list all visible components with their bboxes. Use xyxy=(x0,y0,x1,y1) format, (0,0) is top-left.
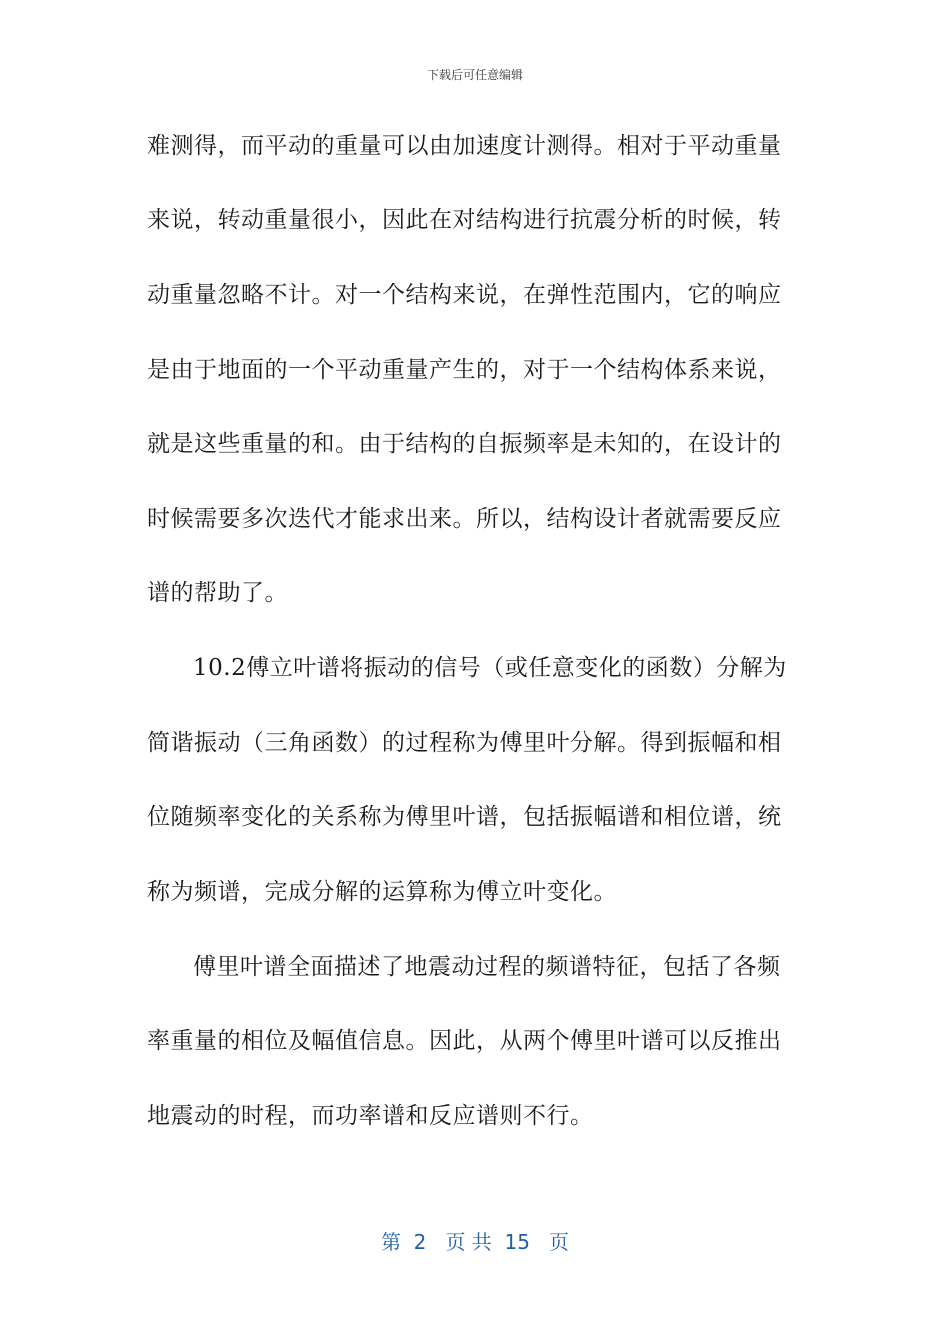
text-line: 难测得，而平动的重量可以由加速度计测得。相对于平动重量 xyxy=(147,133,782,159)
text-line: 动重量忽略不计。对一个结构来说，在弹性范围内，它的响应 xyxy=(147,282,782,308)
text-line: 是由于地面的一个平动重量产生的，对于一个结构体系来说， xyxy=(147,357,782,383)
text-line: 地震动的时程，而功率谱和反应谱则不行。 xyxy=(147,1103,594,1129)
text-line: 位随频率变化的关系称为傅里叶谱，包括振幅谱和相位谱，统 xyxy=(147,804,782,830)
text-line: 谱的帮助了。 xyxy=(147,580,288,606)
text-line: 率重量的相位及幅值信息。因此，从两个傅里叶谱可以反推出 xyxy=(147,1028,782,1054)
text-line: 来说，转动重量很小，因此在对结构进行抗震分析的时候，转 xyxy=(147,207,782,233)
paragraph-first-line: 傅里叶谱全面描述了地震动过程的频谱特征，包括了各频 xyxy=(193,954,781,980)
text-line: 称为频谱，完成分解的运算称为傅立叶变化。 xyxy=(147,879,617,905)
paragraph-first-line: 10.2傅立叶谱将振动的信号（或任意变化的函数）分解为 xyxy=(193,655,787,681)
text-line: 时候需要多次迭代才能求出来。所以，结构设计者就需要反应 xyxy=(147,506,782,532)
text-line: 简谐振动（三角函数）的过程称为傅里叶分解。得到振幅和相 xyxy=(147,730,782,756)
text-line: 就是这些重量的和。由于结构的自振频率是未知的，在设计的 xyxy=(147,431,782,457)
page-number-footer: 第 2 页 共 15 页 xyxy=(380,1230,570,1254)
page-header-note: 下载后可任意编辑 xyxy=(426,68,523,82)
